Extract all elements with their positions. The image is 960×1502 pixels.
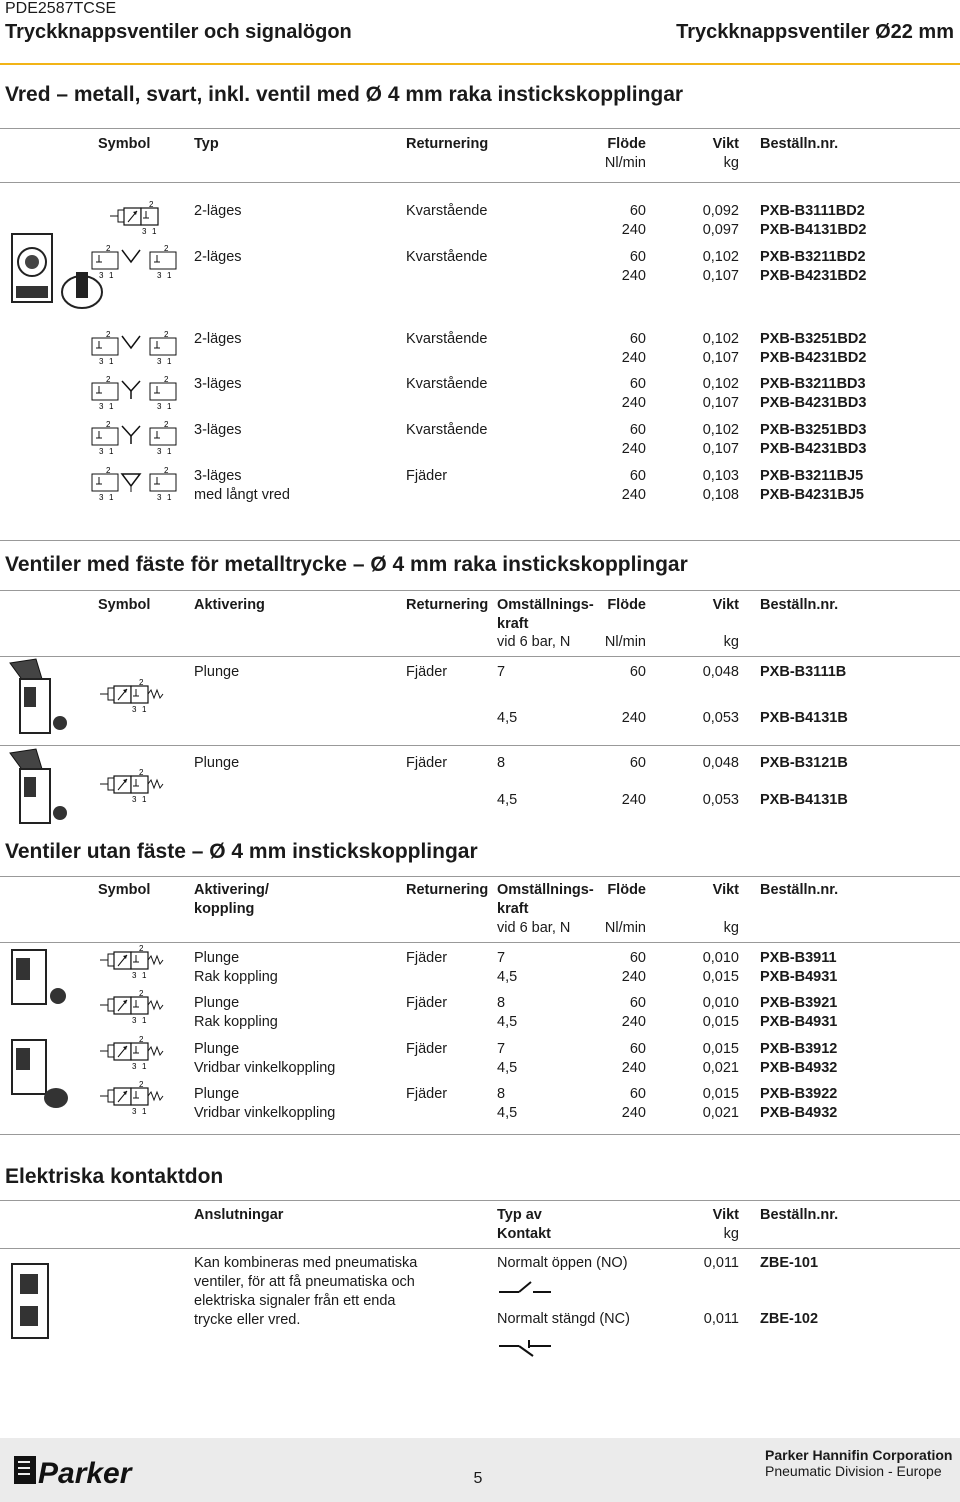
kraft: 8: [497, 1086, 506, 1102]
returnering: Kvarstående: [406, 249, 488, 265]
col-vikt: Vikt: [712, 882, 739, 898]
company-name: Parker Hannifin Corporation: [765, 1447, 953, 1463]
vikt: 0,107: [702, 350, 739, 366]
divider: [0, 656, 960, 657]
svg-text:3: 3: [157, 493, 162, 502]
valve-symbol: [90, 466, 180, 515]
kraft: 8: [497, 755, 506, 771]
order-number: PXB-B4131B: [760, 792, 848, 808]
vikt: 0,107: [702, 395, 739, 411]
valve-photo: [6, 1034, 72, 1114]
flode: 60: [629, 755, 646, 771]
vikt: 0,015: [702, 969, 739, 985]
col-aktivering: Aktivering: [194, 597, 265, 613]
col-flode: Flöde: [607, 597, 646, 613]
vikt: 0,107: [702, 268, 739, 284]
svg-text:3: 3: [99, 402, 104, 411]
vikt: 0,048: [702, 755, 739, 771]
divider: [0, 182, 960, 183]
order-number: PXB-B3912: [760, 1041, 838, 1057]
flode: 60: [629, 331, 646, 347]
contact-block-photo: [6, 1258, 58, 1344]
valve-diagram: [90, 466, 180, 510]
flode: 60: [629, 664, 646, 680]
flode: 60: [629, 422, 646, 438]
svg-text:Parker: Parker: [38, 1457, 132, 1488]
typ-note: med långt vred: [194, 487, 290, 503]
col-omstallningskraft-unit: vid 6 bar, N: [497, 634, 571, 650]
koppling: Vridbar vinkelkoppling: [194, 1105, 336, 1121]
vikt: 0,015: [702, 1086, 739, 1102]
description-line: trycke eller vred.: [194, 1312, 301, 1328]
valve-symbol: [90, 330, 180, 373]
col-flode: Flöde: [607, 136, 646, 152]
vikt: 0,092: [702, 203, 739, 219]
svg-text:2: 2: [164, 330, 169, 339]
flode: 240: [621, 487, 646, 503]
vikt: 0,108: [702, 487, 739, 503]
svg-text:3: 3: [157, 447, 162, 456]
valve-symbol: [98, 768, 170, 809]
doc-subtitle: Tryckknappsventiler Ø22 mm: [676, 21, 954, 43]
flode: 60: [629, 376, 646, 392]
divider: [0, 745, 960, 746]
order-number: PXB-B4231BD3: [760, 441, 867, 457]
flode: 60: [629, 1086, 646, 1102]
col-vikt-unit: kg: [723, 155, 739, 171]
svg-text:3: 3: [132, 1016, 137, 1025]
returnering: Fjäder: [406, 755, 448, 771]
aktivering: Plunge: [194, 950, 240, 966]
svg-text:2: 2: [139, 1080, 144, 1089]
svg-text:1: 1: [142, 705, 147, 714]
typ: 3-läges: [194, 422, 242, 438]
vikt: 0,011: [703, 1255, 739, 1271]
page-number: 5: [473, 1470, 483, 1487]
svg-text:1: 1: [142, 1016, 147, 1025]
kraft: 7: [497, 1041, 506, 1057]
order-number: ZBE-102: [760, 1311, 819, 1327]
returnering: Fjäder: [406, 950, 448, 966]
valve-diagram: [98, 678, 170, 714]
col-vikt-unit: kg: [723, 920, 739, 936]
svg-text:3: 3: [132, 705, 137, 714]
flode: 240: [621, 969, 646, 985]
flode: 240: [621, 1060, 646, 1076]
col-typ: Typ: [194, 136, 219, 152]
svg-text:1: 1: [109, 493, 114, 502]
col-vikt-unit: kg: [723, 634, 739, 650]
aktivering: Plunge: [194, 995, 240, 1011]
vikt: 0,021: [702, 1060, 739, 1076]
koppling: Vridbar vinkelkoppling: [194, 1060, 336, 1076]
svg-text:1: 1: [109, 271, 114, 280]
order-number: PXB-B3251BD3: [760, 422, 867, 438]
order-number: PXB-B4931: [760, 969, 838, 985]
order-number: PXB-B3111B: [760, 664, 847, 680]
returnering: Fjäder: [406, 1041, 448, 1057]
order-number: PXB-B4131B: [760, 710, 848, 726]
valve-bracket-photo: [6, 655, 72, 739]
divider: [0, 876, 960, 877]
description-line: ventiler, för att få pneumatiska och: [194, 1274, 415, 1290]
valve-symbol: [90, 420, 180, 463]
svg-text:2: 2: [164, 466, 169, 475]
vikt: 0,021: [702, 1105, 739, 1121]
order-number: PXB-B4131BD2: [760, 222, 867, 238]
svg-text:2: 2: [106, 330, 111, 339]
vikt: 0,103: [702, 468, 739, 484]
doc-title: Tryckknappsventiler och signalögon: [5, 21, 352, 43]
svg-text:1: 1: [152, 227, 157, 236]
footer: [0, 1438, 960, 1502]
col-vikt: Vikt: [712, 136, 739, 152]
col-kontakt: Kontakt: [497, 1226, 551, 1242]
typ: 3-läges: [194, 376, 242, 392]
divider: [0, 540, 960, 541]
contact-type: Normalt öppen (NO): [497, 1255, 628, 1271]
vikt: 0,053: [702, 710, 739, 726]
flode: 240: [621, 395, 646, 411]
flode: 60: [629, 1041, 646, 1057]
kraft: 4,5: [497, 969, 518, 985]
parker-logo: [14, 1452, 136, 1488]
order-number: PXB-B3921: [760, 995, 838, 1011]
svg-text:2: 2: [139, 989, 144, 998]
flode: 240: [621, 1014, 646, 1030]
svg-text:2: 2: [106, 375, 111, 384]
col-vikt: Vikt: [712, 1207, 739, 1223]
svg-text:2: 2: [106, 466, 111, 475]
vikt: 0,010: [702, 995, 739, 1011]
svg-text:1: 1: [167, 357, 172, 366]
kraft: 7: [497, 664, 506, 680]
kraft: 4,5: [497, 1014, 518, 1030]
col-aktivering: Aktivering/: [194, 882, 269, 898]
divider: [0, 1134, 960, 1135]
valve-diagram: [90, 330, 180, 368]
svg-text:2: 2: [164, 375, 169, 384]
order-number: PXB-B4932: [760, 1060, 838, 1076]
svg-text:2: 2: [139, 944, 144, 953]
valve-photo: [6, 944, 72, 1014]
order-number: ZBE-101: [760, 1255, 819, 1271]
order-number: PXB-B3211BJ5: [760, 468, 864, 484]
flode: 240: [621, 441, 646, 457]
flode: 240: [621, 350, 646, 366]
aktivering: Plunge: [194, 1041, 240, 1057]
section-title-metalltrycke: Ventiler med fäste för metalltrycke – Ø 4 mm raka instickskopplingar: [5, 553, 688, 576]
contact-type: Normalt stängd (NC): [497, 1311, 630, 1327]
vikt: 0,010: [702, 950, 739, 966]
aktivering: Plunge: [194, 1086, 240, 1102]
valve-diagram: [90, 244, 180, 282]
svg-text:3: 3: [132, 971, 137, 980]
col-typ-av: Typ av: [497, 1207, 542, 1223]
svg-text:1: 1: [142, 1107, 147, 1116]
divider: [0, 1248, 960, 1249]
svg-text:3: 3: [157, 271, 162, 280]
svg-text:2: 2: [106, 244, 111, 253]
svg-text:3: 3: [132, 1107, 137, 1116]
svg-text:1: 1: [109, 357, 114, 366]
section-title-kontaktdon: Elektriska kontaktdon: [5, 1165, 224, 1188]
returnering: Kvarstående: [406, 203, 488, 219]
svg-text:3: 3: [99, 493, 104, 502]
col-omstallningskraft-unit: vid 6 bar, N: [497, 920, 571, 936]
svg-text:1: 1: [167, 493, 172, 502]
koppling: Rak koppling: [194, 969, 278, 985]
svg-text:1: 1: [167, 271, 172, 280]
vikt: 0,015: [702, 1041, 739, 1057]
flode: 60: [629, 249, 646, 265]
col-returnering: Returnering: [406, 882, 489, 898]
valve-bracket-photo: [6, 745, 72, 829]
valve-diagram: [98, 944, 170, 980]
returnering: Kvarstående: [406, 422, 488, 438]
order-number: PXB-B4932: [760, 1105, 838, 1121]
valve-symbol: [98, 1080, 170, 1121]
valve-symbol: [90, 375, 180, 418]
typ: 2-läges: [194, 331, 242, 347]
typ: 2-läges: [194, 203, 242, 219]
valve-diagram: [98, 1080, 170, 1116]
valve-diagram: [98, 989, 170, 1025]
divider: [0, 942, 960, 943]
kraft: 4,5: [497, 1060, 518, 1076]
order-number: PXB-B4231BD2: [760, 350, 867, 366]
col-returnering: Returnering: [406, 136, 489, 152]
svg-text:3: 3: [99, 357, 104, 366]
divider: [0, 128, 960, 129]
svg-text:2: 2: [139, 678, 144, 687]
col-bestallnr: Beställn.nr.: [760, 1207, 839, 1223]
division-name: Pneumatic Division - Europe: [765, 1463, 942, 1479]
returnering: Fjäder: [406, 664, 448, 680]
col-returnering: Returnering: [406, 597, 489, 613]
vikt: 0,102: [702, 422, 739, 438]
svg-text:1: 1: [142, 971, 147, 980]
svg-text:2: 2: [164, 244, 169, 253]
order-number: PXB-B4231BJ5: [760, 487, 864, 503]
section-title-utan-faste: Ventiler utan fäste – Ø 4 mm instickskopplingar: [5, 840, 478, 863]
order-number: PXB-B4231BD2: [760, 268, 867, 284]
col-omstallningskraft: Omställnings-: [497, 597, 594, 613]
returnering: Fjäder: [406, 468, 448, 484]
divider: [0, 1200, 960, 1201]
flode: 240: [621, 792, 646, 808]
svg-text:3: 3: [132, 795, 137, 804]
kraft: 8: [497, 995, 506, 1011]
kraft: 4,5: [497, 792, 518, 808]
col-vikt-unit: kg: [723, 1226, 739, 1242]
svg-text:3: 3: [157, 357, 162, 366]
svg-text:1: 1: [109, 447, 114, 456]
flode: 60: [629, 950, 646, 966]
svg-text:2: 2: [149, 200, 154, 209]
flode: 240: [621, 710, 646, 726]
svg-text:1: 1: [142, 1062, 147, 1071]
col-bestallnr: Beställn.nr.: [760, 136, 839, 152]
col-flode-unit: Nl/min: [604, 155, 646, 171]
description-line: elektriska signaler från ett enda: [194, 1293, 396, 1309]
svg-text:2: 2: [106, 420, 111, 429]
valve-symbol: [98, 200, 168, 241]
normally-open-contact-icon: [497, 1278, 553, 1298]
svg-text:2: 2: [139, 1035, 144, 1044]
valve-diagram: [90, 375, 180, 413]
flode: 240: [621, 222, 646, 238]
svg-text:1: 1: [142, 795, 147, 804]
col-symbol: Symbol: [98, 136, 151, 152]
vikt: 0,053: [702, 792, 739, 808]
order-number: PXB-B3211BD2: [760, 249, 866, 265]
vikt: 0,107: [702, 441, 739, 457]
flode: 60: [629, 995, 646, 1011]
order-number: PXB-B4931: [760, 1014, 838, 1030]
col-omstallningskraft: Omställnings-: [497, 882, 594, 898]
svg-text:1: 1: [167, 402, 172, 411]
order-number: PXB-B3922: [760, 1086, 838, 1102]
kraft: 4,5: [497, 710, 518, 726]
returnering: Kvarstående: [406, 331, 488, 347]
flode: 60: [629, 203, 646, 219]
order-number: PXB-B3121B: [760, 755, 848, 771]
col-symbol: Symbol: [98, 882, 151, 898]
aktivering: Plunge: [194, 664, 240, 680]
valve-symbol: [98, 944, 170, 985]
flode: 240: [621, 1105, 646, 1121]
vikt: 0,102: [702, 249, 739, 265]
order-number: PXB-B3911: [760, 950, 837, 966]
section-title-vred: Vred – metall, svart, inkl. ventil med Ø 4 mm raka instickskopplingar: [5, 83, 684, 106]
svg-text:3: 3: [99, 271, 104, 280]
description-line: Kan kombineras med pneumatiska: [194, 1255, 418, 1271]
divider: [0, 590, 960, 591]
valve-symbol: [90, 244, 180, 287]
kraft: 4,5: [497, 1105, 518, 1121]
typ: 2-läges: [194, 249, 242, 265]
col-koppling: koppling: [194, 901, 255, 917]
typ: 3-läges: [194, 468, 242, 484]
col-flode: Flöde: [607, 882, 646, 898]
col-omstallningskraft-2: kraft: [497, 616, 529, 632]
vikt: 0,102: [702, 331, 739, 347]
col-omstallningskraft-2: kraft: [497, 901, 529, 917]
order-number: PXB-B3251BD2: [760, 331, 867, 347]
koppling: Rak koppling: [194, 1014, 278, 1030]
col-anslutningar: Anslutningar: [194, 1207, 284, 1223]
order-number: PXB-B3111BD2: [760, 203, 865, 219]
col-flode-unit: Nl/min: [604, 634, 646, 650]
vikt: 0,097: [702, 222, 739, 238]
svg-text:2: 2: [164, 420, 169, 429]
valve-symbol: [98, 678, 170, 719]
valve-symbol: [98, 1035, 170, 1076]
vikt: 0,015: [702, 1014, 739, 1030]
svg-text:3: 3: [142, 227, 147, 236]
header-accent-line: [0, 63, 960, 65]
svg-text:1: 1: [109, 402, 114, 411]
svg-text:3: 3: [99, 447, 104, 456]
col-bestallnr: Beställn.nr.: [760, 597, 839, 613]
svg-text:3: 3: [132, 1062, 137, 1071]
col-vikt: Vikt: [712, 597, 739, 613]
aktivering: Plunge: [194, 755, 240, 771]
col-symbol: Symbol: [98, 597, 151, 613]
svg-text:3: 3: [157, 402, 162, 411]
order-number: PXB-B3211BD3: [760, 376, 866, 392]
vikt: 0,048: [702, 664, 739, 680]
normally-closed-contact-icon: [497, 1338, 553, 1360]
returnering: Fjäder: [406, 1086, 448, 1102]
valve-diagram: [98, 200, 168, 236]
svg-text:1: 1: [167, 447, 172, 456]
doc-code: PDE2587TCSE: [5, 0, 117, 17]
valve-diagram: [90, 420, 180, 458]
returnering: Fjäder: [406, 995, 448, 1011]
valve-diagram: [98, 1035, 170, 1071]
order-number: PXB-B4231BD3: [760, 395, 867, 411]
flode: 240: [621, 268, 646, 284]
valve-symbol: [98, 989, 170, 1030]
returnering: Kvarstående: [406, 376, 488, 392]
kraft: 7: [497, 950, 506, 966]
vikt: 0,011: [703, 1311, 739, 1327]
flode: 60: [629, 468, 646, 484]
svg-text:2: 2: [139, 768, 144, 777]
valve-diagram: [98, 768, 170, 804]
col-bestallnr: Beställn.nr.: [760, 882, 839, 898]
vikt: 0,102: [702, 376, 739, 392]
col-flode-unit: Nl/min: [604, 920, 646, 936]
